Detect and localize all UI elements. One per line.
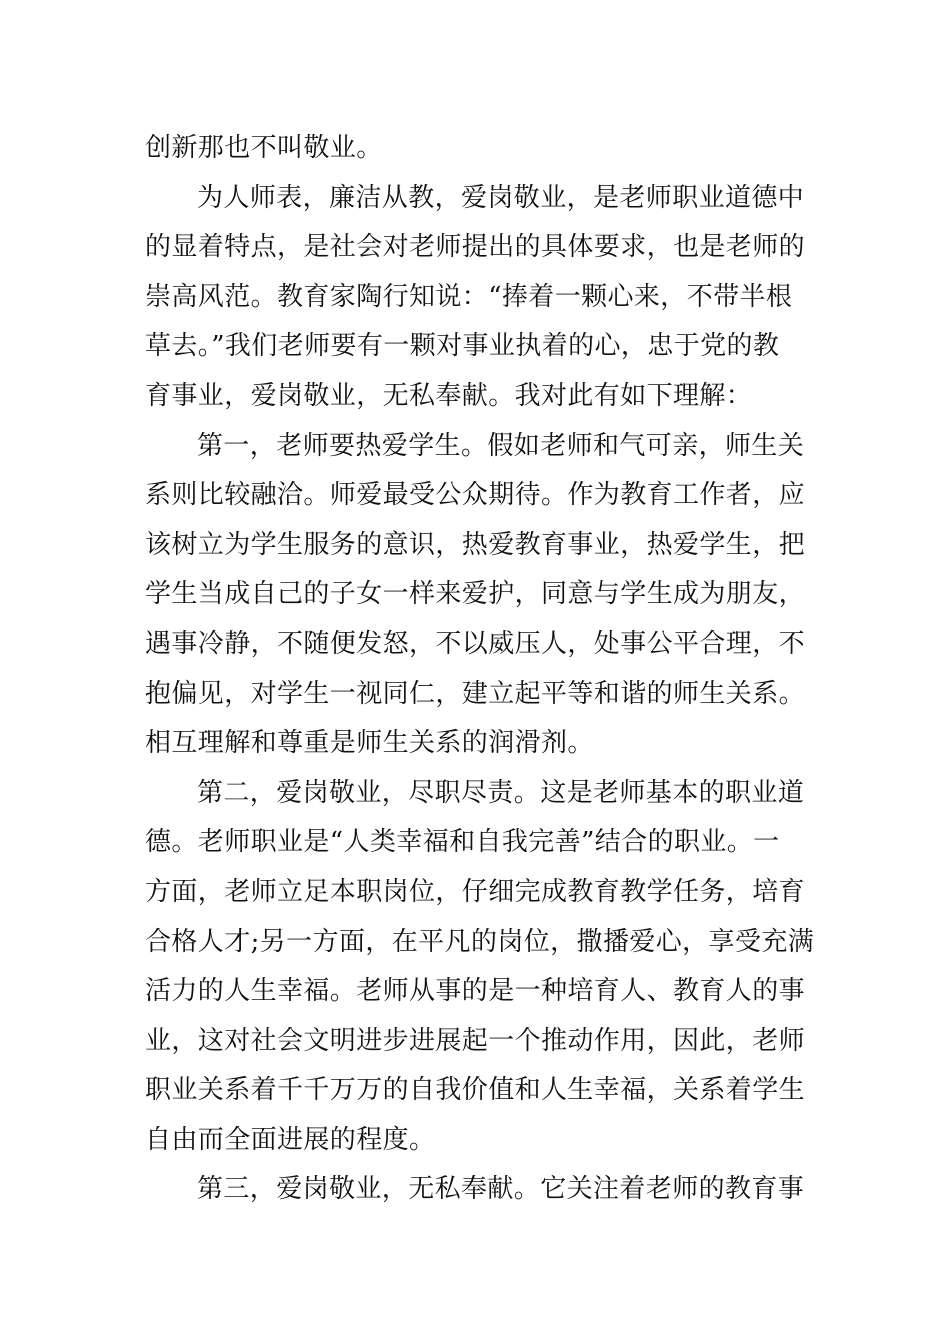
document-page bbox=[145, 124, 815, 1215]
text-line: 自由而全面进展的程度。 bbox=[145, 1124, 436, 1155]
text-line: 学生当成自己的子女一样来爱护，同意与学生成为朋友， bbox=[145, 579, 806, 610]
text-line: 育事业，爱岗敬业，无私奉献。我对此有如下理解： bbox=[145, 380, 753, 411]
text-line: 系则比较融洽。师爱最受公众期待。作为教育工作者，应 bbox=[145, 480, 806, 511]
text-line: 德。老师职业是“人类幸福和自我完善”结合的职业。一 bbox=[145, 827, 780, 858]
text-line: 草去。”我们老师要有一颗对事业执着的心，忠于党的教 bbox=[145, 331, 780, 362]
text-line: 创新那也不叫敬业。 bbox=[145, 133, 383, 163]
paragraph-first-line: 第二，爱岗敬业，尽职尽责。这是老师基本的职业道 bbox=[197, 777, 805, 808]
paragraph-first-line: 第三，爱岗敬业，无私奉献。它关注着老师的教育事 bbox=[197, 1174, 805, 1205]
paragraph-first-line: 为人师表，廉洁从教，爱岗敬业，是老师职业道德中 bbox=[197, 182, 805, 213]
text-line: 的显着特点，是社会对老师提出的具体要求，也是老师的 bbox=[145, 232, 806, 263]
text-line: 崇高风范。教育家陶行知说：“捧着一颗心来，不带半根 bbox=[145, 281, 793, 312]
text-line: 合格人才;另一方面，在平凡的岗位，撒播爱心，享受充满 bbox=[145, 926, 815, 957]
text-line: 抱偏见，对学生一视同仁，建立起平等和谐的师生关系。 bbox=[145, 678, 806, 709]
text-line: 业，这对社会文明进步进展起一个推动作用，因此，老师 bbox=[145, 1025, 806, 1056]
text-line: 相互理解和尊重是师生关系的润滑剂。 bbox=[145, 728, 594, 759]
text-line: 该树立为学生服务的意识，热爱教育事业，热爱学生，把 bbox=[145, 529, 806, 560]
text-line: 遇事冷静，不随便发怒，不以威压人，处事公平合理，不 bbox=[145, 628, 806, 659]
text-line: 职业关系着千千万万的自我价值和人生幸福，关系着学生 bbox=[145, 1075, 806, 1106]
text-line: 活力的人生幸福。老师从事的是一种培育人、教育人的事 bbox=[145, 976, 806, 1007]
paragraph-first-line: 第一，老师要热爱学生。假如老师和气可亲，师生关 bbox=[197, 430, 805, 461]
text-line: 方面，老师立足本职岗位，仔细完成教育教学任务，培育 bbox=[145, 876, 806, 907]
